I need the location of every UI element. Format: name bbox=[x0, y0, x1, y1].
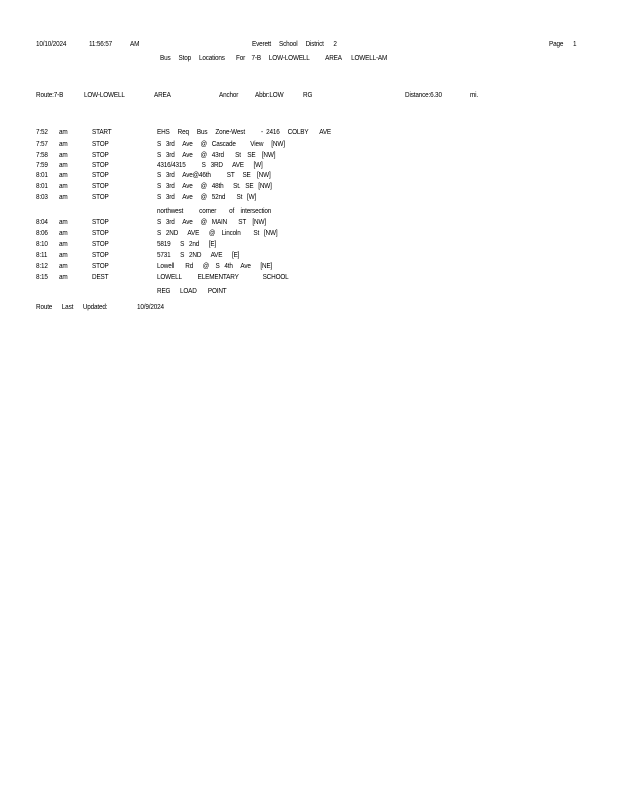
stop-type: STOP bbox=[92, 181, 109, 190]
stop-type: START bbox=[92, 127, 112, 136]
stop-type: STOP bbox=[92, 170, 109, 179]
stop-time: 8:06 bbox=[36, 228, 48, 237]
report-ampm: AM bbox=[130, 39, 140, 48]
stop-ampm: am bbox=[59, 272, 68, 281]
last-updated-date: 10/9/2024 bbox=[137, 302, 164, 311]
stop-time: 7:59 bbox=[36, 160, 48, 169]
stop-type: STOP bbox=[92, 250, 109, 259]
report-time: 11:56:57 bbox=[89, 39, 113, 48]
route-anchor: Anchor bbox=[219, 90, 239, 99]
stop-type: STOP bbox=[92, 228, 109, 237]
stop-type: DEST bbox=[92, 272, 109, 281]
route-rg: RG bbox=[303, 90, 313, 99]
stop-ampm: am bbox=[59, 217, 68, 226]
stop-ampm: am bbox=[59, 170, 68, 179]
stop-type: STOP bbox=[92, 160, 109, 169]
stop-time: 7:52 bbox=[36, 127, 48, 136]
stop-time: 8:11 bbox=[36, 250, 48, 259]
stop-location: Lowell Rd @ S 4th Ave [NE] bbox=[157, 261, 273, 270]
stop-time: 8:03 bbox=[36, 192, 48, 201]
stop-ampm: am bbox=[59, 139, 68, 148]
stop-ampm: am bbox=[59, 127, 68, 136]
stop-time: 7:57 bbox=[36, 139, 48, 148]
stop-type: STOP bbox=[92, 239, 109, 248]
stop-location: 5731 S 2ND AVE [E] bbox=[157, 250, 240, 259]
stop-ampm: am bbox=[59, 261, 68, 270]
route-id: Route:7-B bbox=[36, 90, 64, 99]
stop-location: S 3rd Ave @ MAIN ST [NW] bbox=[157, 217, 266, 226]
stop-ampm: am bbox=[59, 250, 68, 259]
stop-ampm: am bbox=[59, 192, 68, 201]
stop-location: S 3rd Ave @ 48th St. SE [NW] bbox=[157, 181, 272, 190]
stop-time: 8:01 bbox=[36, 170, 48, 179]
stop-location: S 2ND AVE @ Lincoln St [NW] bbox=[157, 228, 278, 237]
stop-time: 8:15 bbox=[36, 272, 48, 281]
stop-location: EHS Req Bus Zone-West - 2416 COLBY AVE bbox=[157, 127, 332, 136]
stop-type: STOP bbox=[92, 217, 109, 226]
report-subtitle: Bus Stop Locations For 7-B LOW-LOWELL AREA LOWELL-AM bbox=[160, 53, 388, 62]
district-title: Everett School District 2 bbox=[252, 39, 337, 48]
stop-time: 7:58 bbox=[36, 150, 48, 159]
stop-location: S 3rd Ave @ 52nd St [W] bbox=[157, 192, 257, 201]
route-name: LOW-LOWELL bbox=[84, 90, 125, 99]
stop-ampm: am bbox=[59, 228, 68, 237]
stop-location: 5819 S 2nd [E] bbox=[157, 239, 217, 248]
stop-ampm: am bbox=[59, 181, 68, 190]
stop-type: STOP bbox=[92, 150, 109, 159]
route-abbr: Abbr:LOW bbox=[255, 90, 284, 99]
stop-location-note: northwest corner of intersection bbox=[157, 206, 272, 215]
page-label: Page bbox=[549, 39, 564, 48]
stop-ampm: am bbox=[59, 160, 68, 169]
page-number: 1 bbox=[573, 39, 577, 48]
stop-ampm: am bbox=[59, 150, 68, 159]
route-area: AREA bbox=[154, 90, 171, 99]
stop-time: 8:04 bbox=[36, 217, 48, 226]
route-distance-unit: mi. bbox=[470, 90, 479, 99]
stop-location: S 3rd Ave@46th ST SE [NW] bbox=[157, 170, 271, 179]
stop-time: 8:01 bbox=[36, 181, 48, 190]
stop-time: 8:12 bbox=[36, 261, 48, 270]
route-distance: Distance:6.30 bbox=[405, 90, 442, 99]
stop-location: 4316/4315 S 3RD AVE [W] bbox=[157, 160, 263, 169]
stop-ampm: am bbox=[59, 239, 68, 248]
report-date: 10/10/2024 bbox=[36, 39, 67, 48]
stop-time: 8:10 bbox=[36, 239, 48, 248]
stop-type: STOP bbox=[92, 192, 109, 201]
stop-type: STOP bbox=[92, 261, 109, 270]
stop-type: STOP bbox=[92, 139, 109, 148]
stop-location: S 3rd Ave @ 43rd St SE [NW] bbox=[157, 150, 276, 159]
stop-location-note: REG LOAD POINT bbox=[157, 286, 227, 295]
stop-location: LOWELL ELEMENTARY SCHOOL bbox=[157, 272, 289, 281]
last-updated-label: Route Last Updated: bbox=[36, 302, 108, 311]
stop-location: S 3rd Ave @ Cascade View [NW] bbox=[157, 139, 285, 148]
